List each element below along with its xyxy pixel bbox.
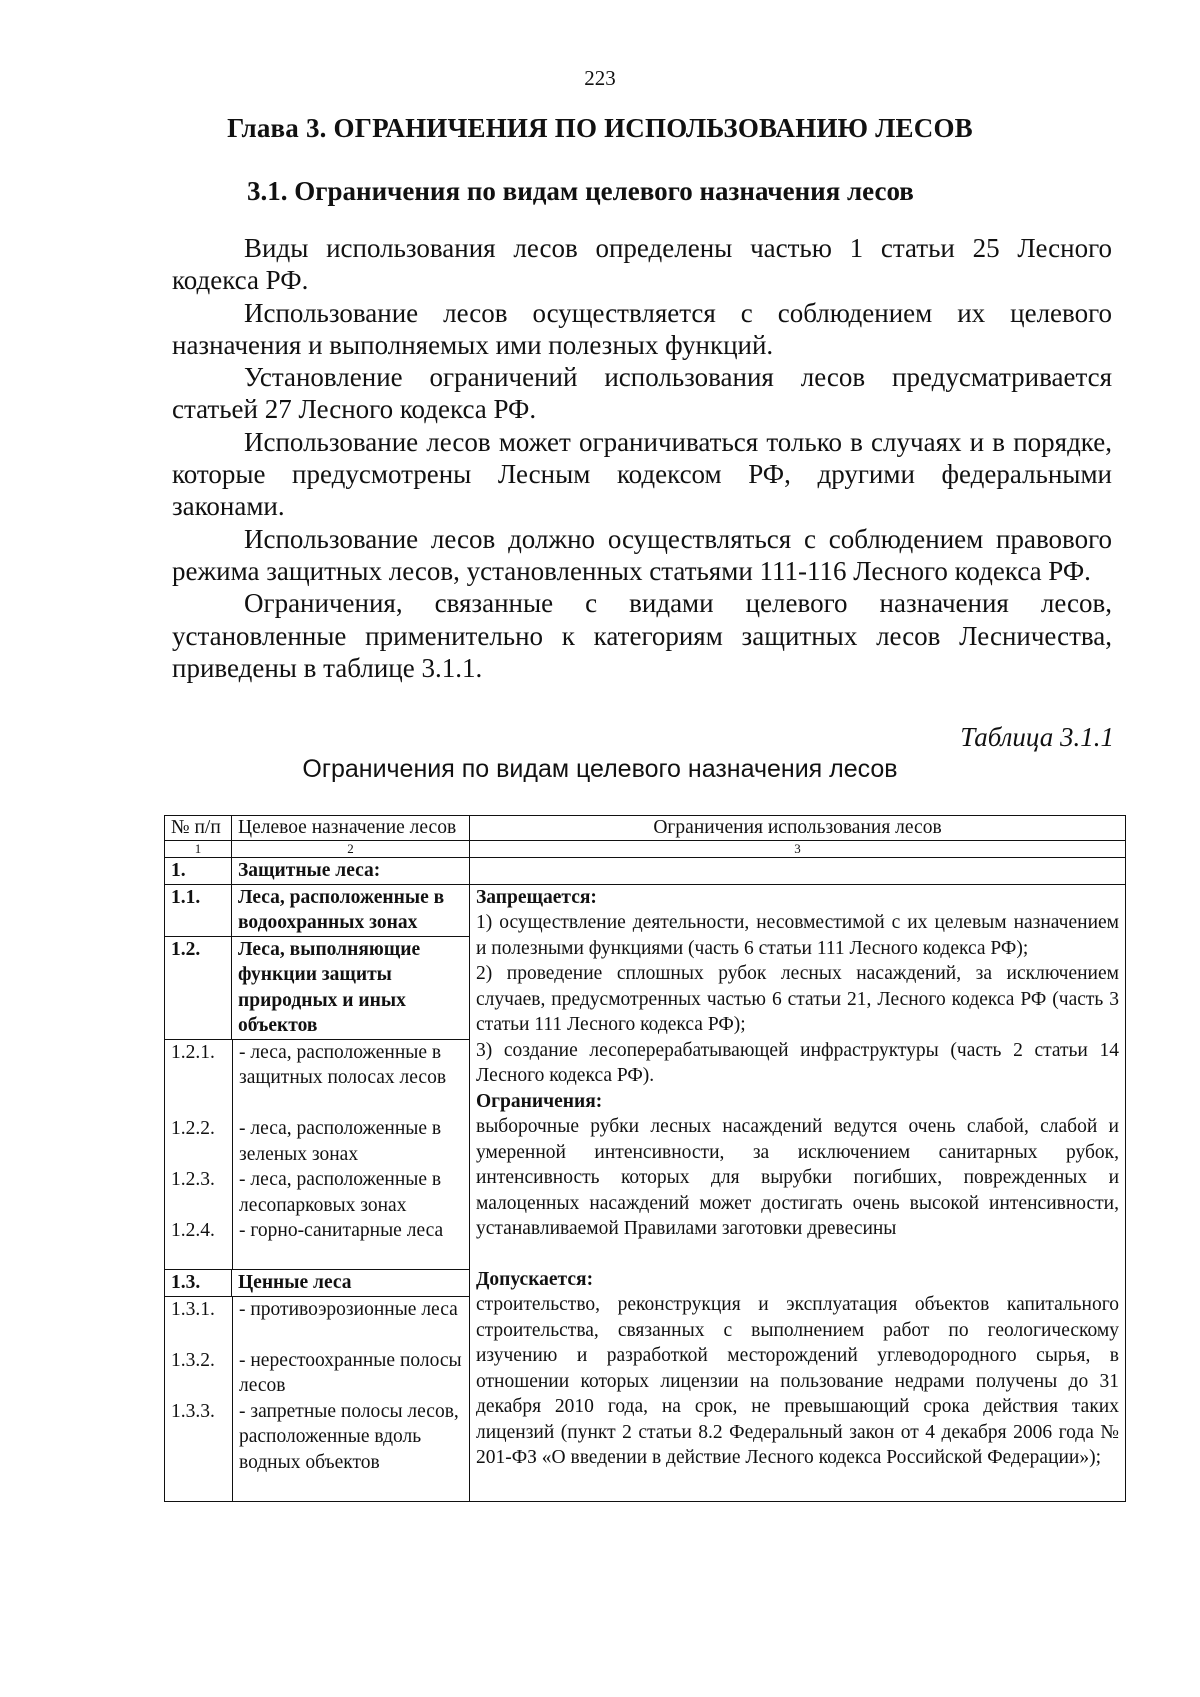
paragraph: Установление ограничений использования лесов предусматривается статьей 27 Лесного кодекса РФ. (172, 362, 1112, 425)
row-number: 1. (165, 858, 232, 885)
chapter-title: Глава 3. ОГРАНИЧЕНИЯ ПО ИСПОЛЬЗОВАНИЮ ЛЕСОВ (227, 113, 973, 143)
row-number: 1.3. (165, 1270, 232, 1297)
prohibited-item: 1) осуществление деятельности, несовместимой с их целевым назначением и полезными функциями (часть 6 статьи 111 Лесного кодекса РФ); (476, 912, 1119, 959)
restrictions-table (164, 815, 1126, 1502)
column-number: 3 (470, 841, 1126, 858)
limits-text: выборочные рубки лесных насаждений ведутся очень слабой, слабой и умеренной интенсивности, за исключением санитарных рубок, интенсивность которых для вырубки погибших, поврежденных и малоценных насаждений может достигать очень высокой интенсивности, устанавливаемой Правилами заготовки древесины (476, 1116, 1119, 1239)
column-number: 2 (232, 841, 470, 858)
body-text (172, 232, 1112, 684)
row-number: 1.2.3. (171, 1169, 215, 1190)
row-number: 1.3.1. (171, 1298, 215, 1320)
row-purpose: - запретные полосы лесов, расположенные вдоль водных объектов (239, 1400, 459, 1473)
column-number: 1 (165, 841, 232, 858)
row-number: 1.3.3. (171, 1400, 215, 1422)
table-title: Ограничения по видам целевого назначения лесов (302, 755, 898, 783)
allowed-text: строительство, реконструкция и эксплуатация объектов капитального строительства, связанных с выполнением работ по геологическому изучению и разработкой месторождений углеводородного сырья, в отношении которых лицензии на пользование недрами получены до 31 декабря 2010 года, на срок, не превышающий срока действия таких лицензий (пункт 2 статьи 8.2 Федеральный закон от 4 декабря 2006 года № 201-ФЗ «О введении в действие Лесного кодекса Российской Федерации»); (476, 1294, 1119, 1468)
paragraph: Использование лесов должно осуществляться с соблюдением правового режима защитных лесов, установленных статьями 111-116 Лесного кодекса РФ. (172, 523, 1112, 586)
paragraph: Использование лесов осуществляется с соблюдением их целевого назначения и выполняемых ими полезных функций. (172, 297, 1112, 360)
table-label: Таблица 3.1.1 (960, 722, 1114, 752)
row-purpose: - леса, расположенные в лесопарковых зонах (239, 1169, 442, 1216)
paragraph: Виды использования лесов определены частью 1 статьи 25 Лесного кодекса РФ. (172, 233, 1112, 296)
page-number: 223 (584, 66, 616, 90)
row-purpose: - горно-санитарные леса (239, 1220, 444, 1241)
row-purpose: - нерестоохранные полосы лесов (239, 1349, 462, 1396)
row-purpose: - леса, расположенные в защитных полосах лесов (239, 1041, 447, 1088)
prohibited-item: 2) проведение сплошных рубок лесных насаждений, за исключением случаев, предусмотренных частью 6 статьи 21, Лесного кодекса РФ (часть 3 статьи 111 Лесного кодекса РФ); (476, 963, 1119, 1035)
row-number: 1.2.1. (171, 1041, 215, 1063)
paragraph: Ограничения, связанные с видами целевого назначения лесов, установленные применительно к категориям защитных лесов Лесничества, приведены в таблице 3.1.1. (172, 588, 1112, 683)
row-purpose: Защитные леса: (232, 858, 470, 885)
prohibited-heading: Запрещается: (476, 886, 597, 908)
row-purpose: Леса, выполняющие функции защиты природных и иных объектов (232, 936, 470, 1039)
subitems-1-3 (165, 1296, 470, 1501)
table-row (165, 858, 1126, 885)
table-row (165, 884, 1126, 936)
row-purpose: Ценные леса (232, 1270, 470, 1297)
column-number-row (165, 841, 1126, 858)
prohibited-item: 3) создание лесоперерабатывающей инфраструктуры (часть 2 статьи 14 Лесного кодекса РФ). (476, 1039, 1119, 1086)
row-number: 1.2.4. (171, 1220, 215, 1241)
row-purpose: Леса, расположенные в водоохранных зонах (232, 884, 470, 936)
limits-heading: Ограничения: (476, 1090, 603, 1112)
subitems-1-2 (165, 1039, 470, 1270)
allowed-heading: Допускается: (476, 1268, 594, 1290)
row-purpose: - леса, расположенные в зеленых зонах (239, 1118, 442, 1165)
paragraph: Использование лесов может ограничиваться только в случаях и в порядке, которые предусмотрены Лесным кодексом РФ, другими федеральными законами. (172, 426, 1112, 522)
row-number: 1.1. (165, 884, 232, 936)
header-purpose: Целевое назначение лесов (232, 816, 470, 841)
section-title: 3.1. Ограничения по видам целевого назначения лесов (247, 176, 914, 206)
header-restrictions: Ограничения использования лесов (470, 816, 1126, 841)
row-number: 1.2.2. (171, 1118, 215, 1139)
row-restrictions-empty (470, 858, 1126, 885)
table-header-row (165, 816, 1126, 841)
restrictions-cell (470, 884, 1126, 1501)
row-number: 1.2. (165, 936, 232, 1039)
header-number: № п/п (165, 816, 232, 841)
row-purpose: - противоэрозионные леса (239, 1298, 458, 1320)
row-number: 1.3.2. (171, 1349, 215, 1371)
